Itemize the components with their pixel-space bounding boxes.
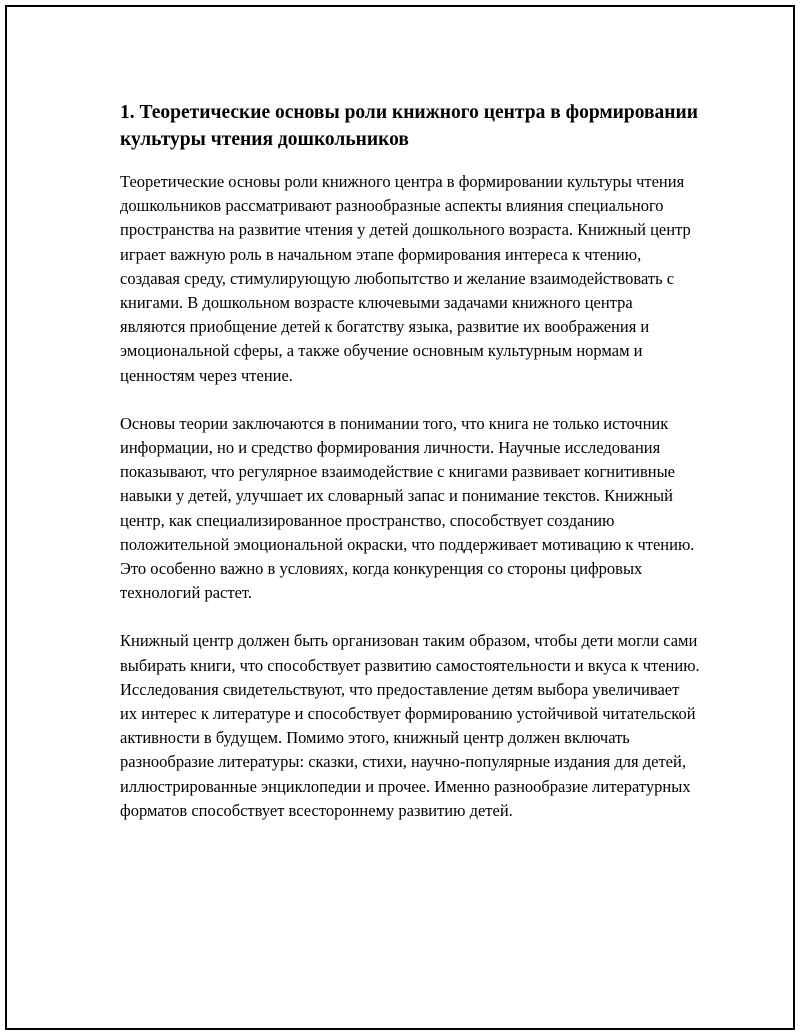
document-body	[120, 99, 700, 823]
paragraph-3: Книжный центр должен быть организован таким образом, чтобы дети могли сами выбирать книги, что способствует развитию самостоятельности и вкуса к чтению. Исследования свидетельствуют, что предоставление детям выбора увеличивает их интерес к литературе и способствует формированию устойчивой читательской активности в будущем. Помимо этого, книжный центр должен включать разнообразие литературы: сказки, стихи, научно-популярные издания для детей, иллюстрированные энциклопедии и прочее. Именно разнообразие литературных форматов способствует всестороннему развитию детей.	[120, 631, 700, 820]
paragraph-2: Основы теории заключаются в понимании того, что книга не только источник информации, но и средство формирования личности. Научные исследования показывают, что регулярное взаимодействие с книгами развивает когнитивные навыки у детей, улучшает их словарный запас и понимание текстов. Книжный центр, как специализированное пространство, способствует созданию положительной эмоциональной окраски, что поддерживает мотивацию к чтению. Это особенно важно в условиях, когда конкуренция со стороны цифровых технологий растет.	[120, 413, 695, 603]
paragraph-1: Теоретические основы роли книжного центра в формировании культуры чтения дошкольников рассматривают разнообразные аспекты влияния специального пространства на развитие чтения у детей дошкольного возраста. Книжный центр играет важную роль в начальном этапе формирования интереса к чтению, создавая среду, стимулирующую любопытство и желание взаимодействовать с книгами. В дошкольном возрасте ключевыми задачами книжного центра являются приобщение детей к богатству языка, развитие их воображения и эмоциональной сферы, а также обучение основным культурным нормам и ценностям через чтение.	[120, 172, 691, 385]
page-frame	[5, 5, 795, 1030]
section-heading: 1. Теоретические основы роли книжного центра в формировании культуры чтения дошкольников	[120, 102, 699, 150]
